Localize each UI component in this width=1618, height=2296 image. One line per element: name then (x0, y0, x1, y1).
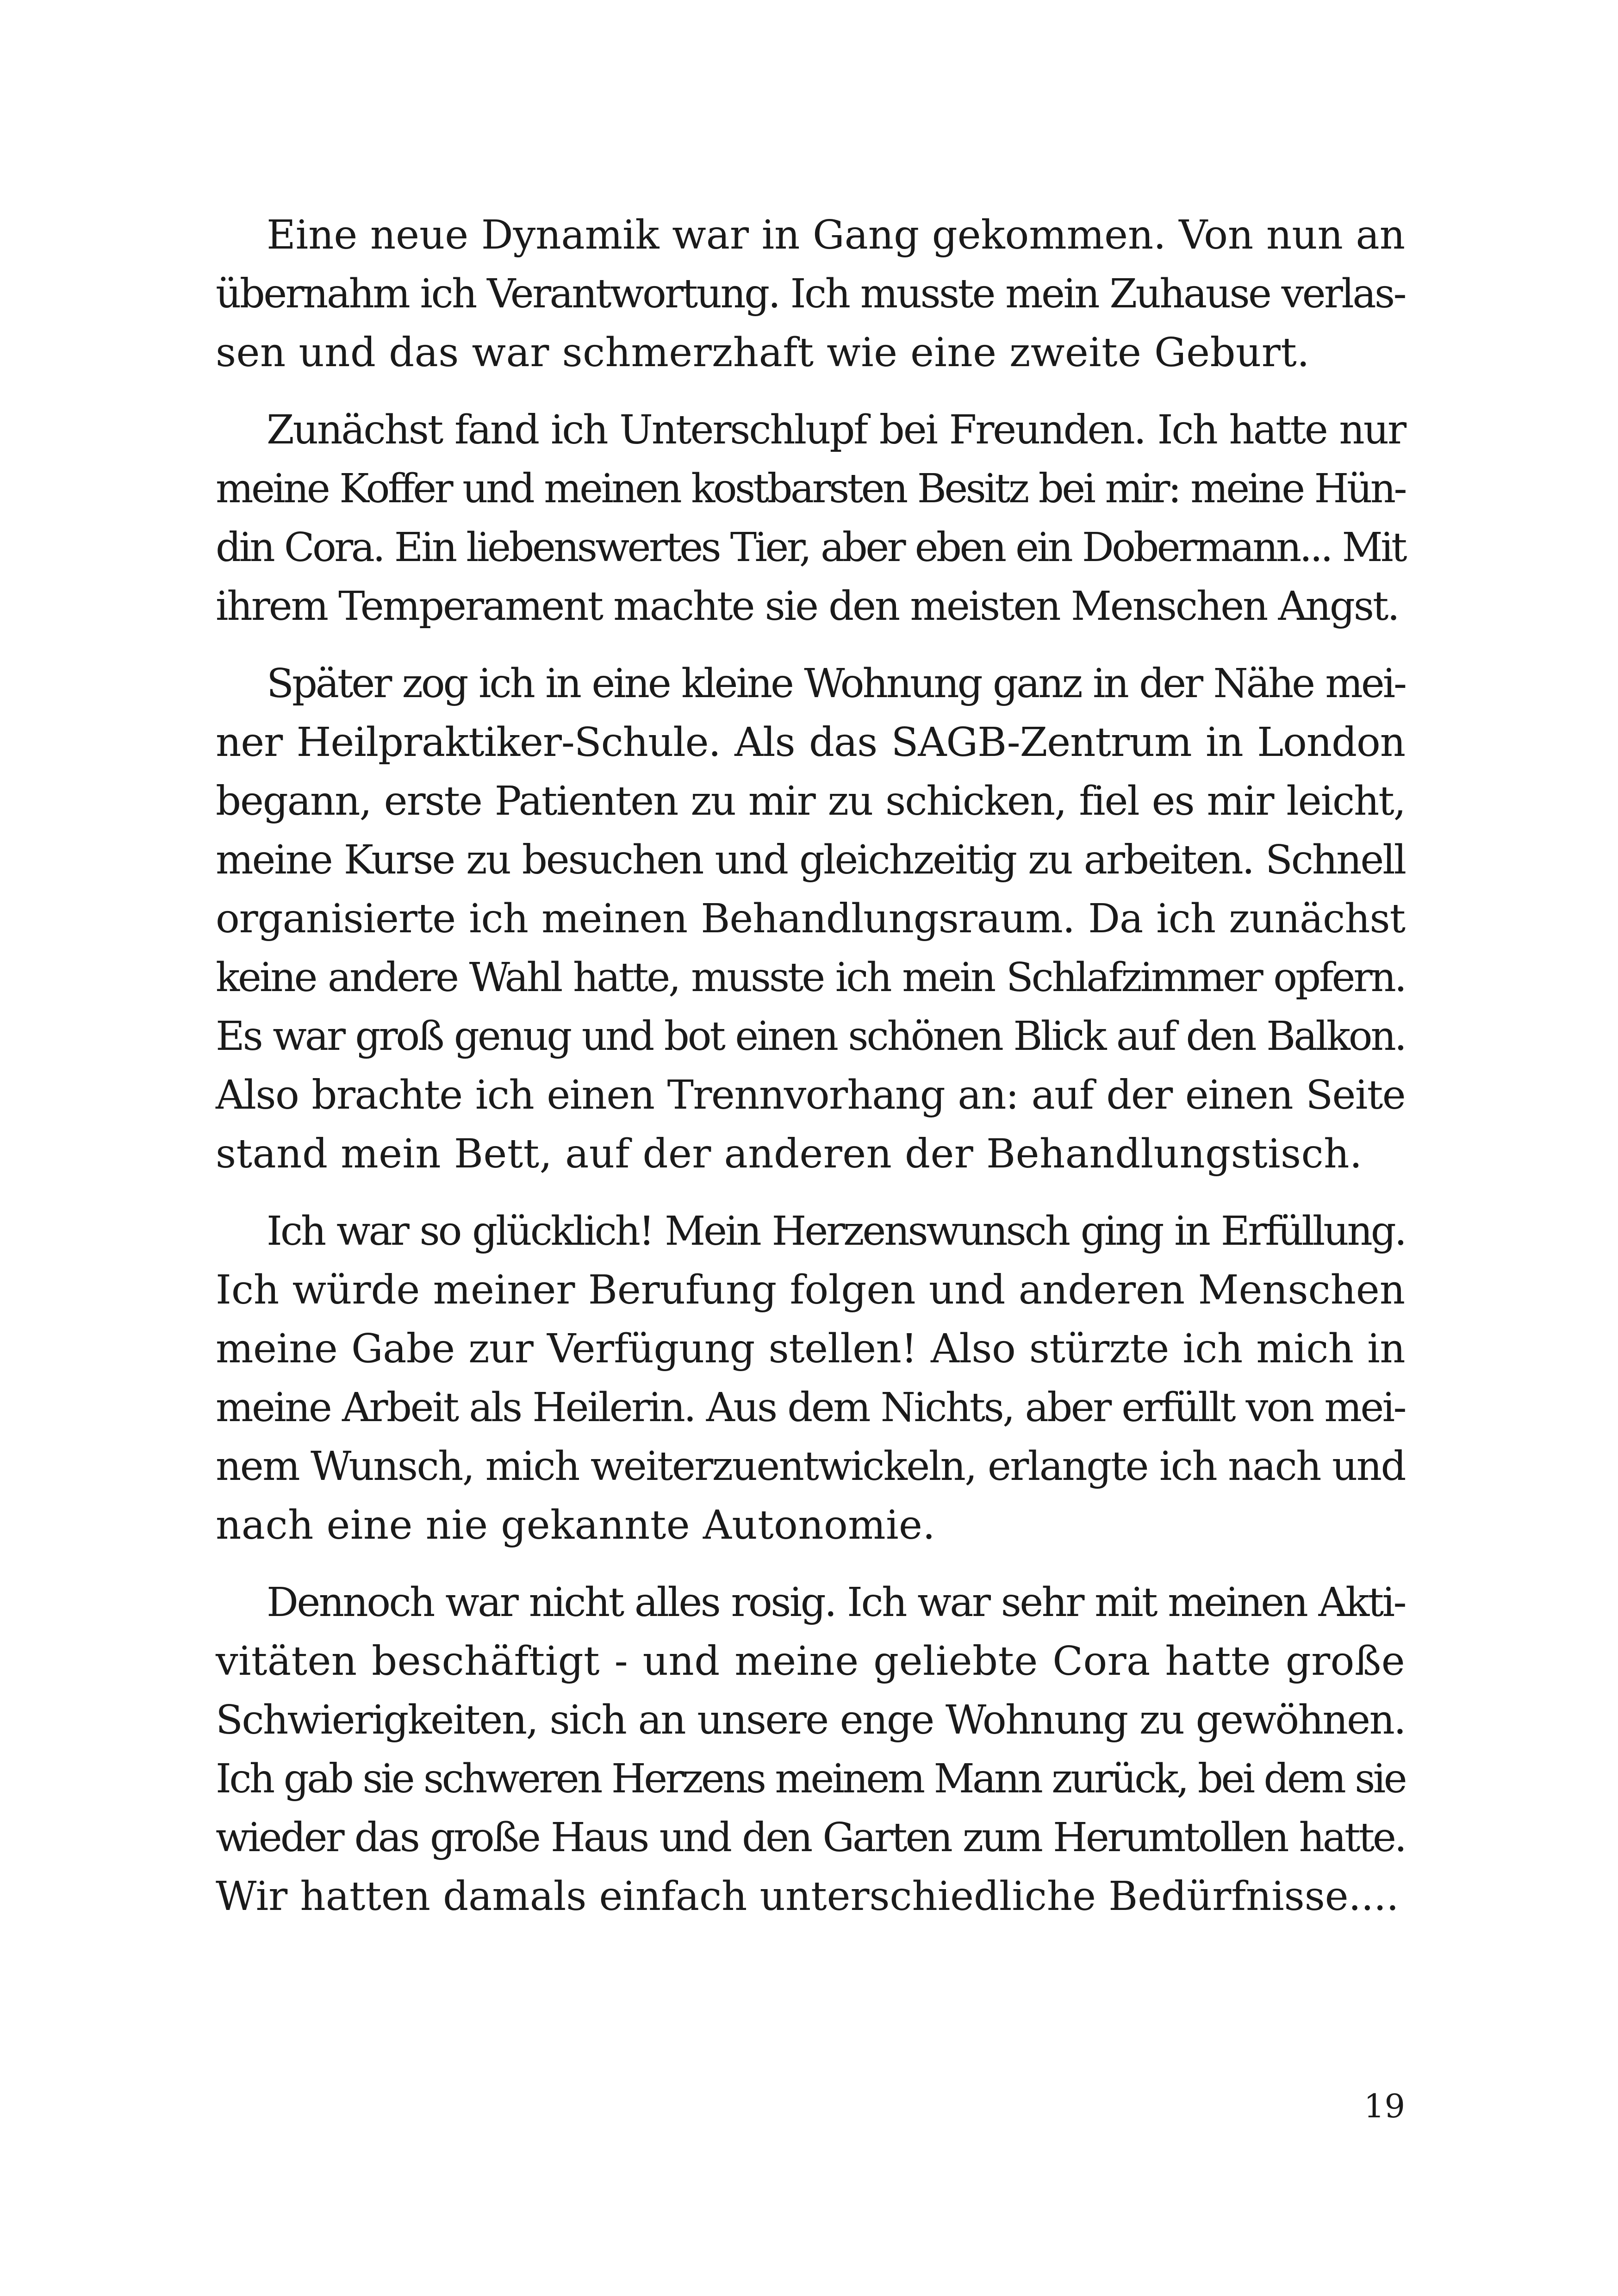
text-line: übernahm ich Verantwortung. Ich musste mein Zuhause verlas- (216, 271, 1405, 317)
text-line: Ich war so glücklich! Mein Herzenswunsch ging in Erfüllung. (267, 1208, 1405, 1254)
text-line: Ich gab sie schweren Herzens meinem Mann zurück, bei dem sie (216, 1756, 1405, 1802)
text-line: meine Kurse zu besuchen und gleichzeitig zu arbeiten. Schnell (216, 837, 1405, 883)
text-line: Eine neue Dynamik war in Gang gekommen. Von nun an (267, 212, 1405, 258)
paragraph-4 (216, 1202, 1405, 1555)
page-body (216, 206, 1405, 1945)
text-line: Es war groß genug und bot einen schönen Blick auf den Balkon. (216, 1013, 1405, 1060)
text-line: Zunächst fand ich Unterschlupf bei Freunden. Ich hatte nur (267, 407, 1405, 453)
text-line: meine Arbeit als Heilerin. Aus dem Nichts, aber erfüllt von mei- (216, 1385, 1405, 1431)
text-line: Später zog ich in eine kleine Wohnung ganz in der Nähe mei- (267, 661, 1405, 707)
text-line: meine Gabe zur Verfügung stellen! Also stürzte ich mich in (216, 1326, 1405, 1372)
paragraph-2 (216, 401, 1405, 636)
text-line: meine Koffer und meinen kostbarsten Besitz bei mir: meine Hün- (216, 466, 1405, 512)
text-line: Schwierigkeiten, sich an unsere enge Wohnung zu gewöhnen. (216, 1697, 1405, 1743)
text-line: nach eine nie gekannte Autonomie. (216, 1502, 936, 1548)
text-line: sen und das war schmerzhaft wie eine zweite Geburt. (216, 330, 1310, 376)
text-line: organisierte ich meinen Behandlungsraum. Da ich zunächst (216, 896, 1405, 942)
text-line: keine andere Wahl hatte, musste ich mein Schlafzimmer opfern. (216, 955, 1405, 1001)
paragraph-1 (216, 206, 1405, 382)
text-line: begann, erste Patienten zu mir zu schicken, fiel es mir leicht, (216, 778, 1405, 824)
paragraph-5 (216, 1573, 1405, 1926)
text-line: Ich würde meiner Berufung folgen und anderen Menschen (216, 1267, 1405, 1313)
text-line: Dennoch war nicht alles rosig. Ich war sehr mit meinen Akti- (267, 1579, 1405, 1626)
text-line: vitäten beschäftigt - und meine geliebte Cora hatte große (216, 1638, 1405, 1685)
paragraph-3 (216, 655, 1405, 1184)
text-line: Also brachte ich einen Trennvorhang an: auf der einen Seite (216, 1072, 1405, 1118)
text-line: Wir hatten damals einfach unterschiedliche Bedürfnisse.... (216, 1873, 1399, 1920)
text-line: wieder das große Haus und den Garten zum Herumtollen hatte. (216, 1815, 1405, 1861)
page-number: 19 (1363, 2087, 1405, 2125)
text-line: ner Heilpraktiker-Schule. Als das SAGB-Zentrum in London (216, 719, 1405, 766)
text-line: stand mein Bett, auf der anderen der Behandlungstisch. (216, 1131, 1363, 1177)
text-line: ihrem Temperament machte sie den meisten Menschen Angst. (216, 583, 1399, 630)
text-line: din Cora. Ein liebenswertes Tier, aber eben ein Dobermann... Mit (216, 524, 1405, 571)
text-line: nem Wunsch, mich weiterzuentwickeln, erlangte ich nach und (216, 1443, 1405, 1490)
